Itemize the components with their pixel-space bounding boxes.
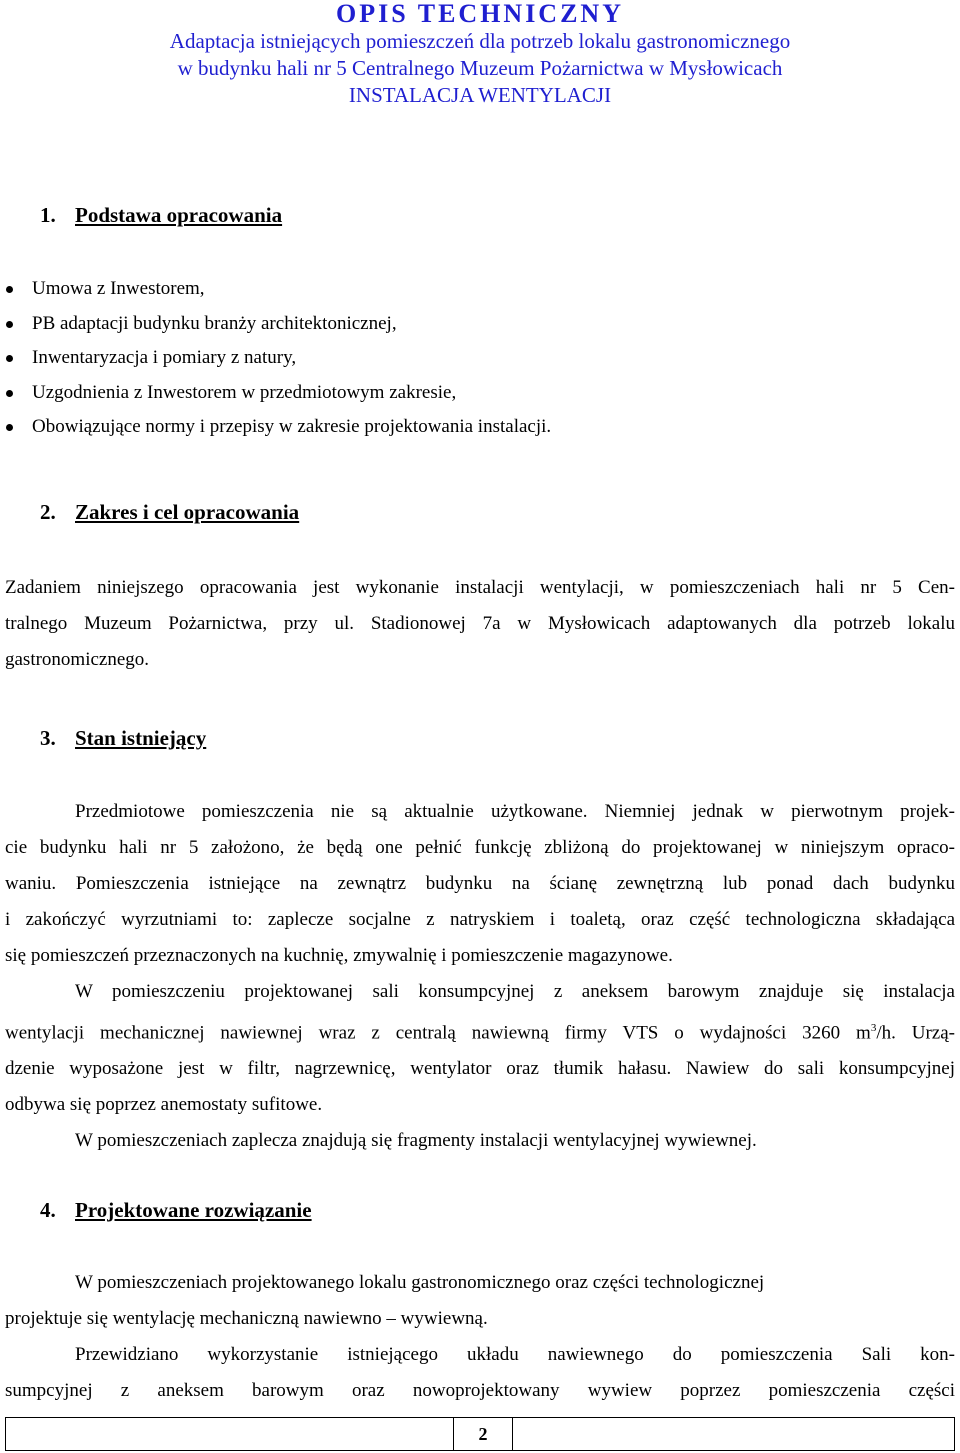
section-number: 1. xyxy=(40,203,56,227)
list-item: Inwentaryzacja i pomiary z natury, xyxy=(0,341,960,376)
bullet-icon xyxy=(6,355,13,362)
section-number: 2. xyxy=(40,500,56,524)
page-number: 2 xyxy=(453,1417,513,1451)
section-title: Projektowane rozwiązanie xyxy=(75,1198,312,1222)
designed-solution-text: W pomieszczeniach projektowanego lokalu gastronomicznego oraz części technologicznej projektuje się wentylację mechaniczną nawiewno – wywiewną. Przewidziano wykorzystanie istniejącego układu nawiewnego do pomieszczenia Sali kon- sumpcyjnej z aneksem barowym oraz nowoprojektowany wywiew poprzez pomieszczenia części xyxy=(5,1272,955,1401)
section-number: 4. xyxy=(40,1198,56,1222)
list-item: Umowa z Inwestorem, xyxy=(0,272,960,307)
subtitle-line-1: Adaptacja istniejących pomieszczeń dla potrzeb lokalu gastronomicznego xyxy=(169,29,791,53)
section-2-heading xyxy=(40,500,299,525)
list-item: PB adaptacji budynku branży architektonicznej, xyxy=(0,307,960,342)
page-footer xyxy=(5,1417,955,1451)
subtitle-line-2: w budynku hali nr 5 Centralnego Muzeum Pożarnictwa w Mysłowicach xyxy=(177,56,783,80)
section-4-heading xyxy=(40,1198,312,1223)
basis-list xyxy=(0,272,960,445)
section-number: 3. xyxy=(40,726,56,750)
section-3-heading xyxy=(40,726,206,751)
section-title: Stan istniejący xyxy=(75,726,207,750)
existing-state-text: Przedmiotowe pomieszczenia nie są aktualnie użytkowane. Niemniej jednak w pierwotnym projek- cie budynku hali nr 5 założono, że będą one pełnić funkcję zbliżoną do projektowanej w niniejszym opraco- waniu. Pomieszczenia istniejące na zewnątrz budynku na ścianę zewnętrzną lub ponad dach budynku i zakończyć wyrzutniami to: zaplecze socjalne z natryskiem i toaletą, oraz część technologiczna składająca się pomieszczeń przeznaczonych na kuchnię, zmywalnię i pomieszczenie magazynowe. W pomieszczeniu projektowanej sali konsumpcyjnej z aneksem barowym znajduje się instalacja wentylacji mechanicznej nawiewnej wraz z centralą nawiewną firmy VTS o wydajności 3260 $m^3/h$. Urzą- dzenie wyposażone jest w filtr, nagrzewnicę, wentylator oraz tłumik hałasu. Nawiew do sali konsumpcyjnej odbywa się poprzez anemostaty sufitowe. W pomieszczeniach zaplecza znajdują się fragmenty instalacji wentylacyjnej wywiewnej. xyxy=(5,801,955,1152)
section-title: Podstawa opracowania xyxy=(75,203,283,227)
bullet-icon xyxy=(6,286,13,293)
document-title: OPIS TECHNICZNY xyxy=(336,0,624,28)
section-1-heading xyxy=(40,203,282,228)
subtitle-line-3: INSTALACJA WENTYLACJI xyxy=(348,83,612,107)
section-title: Zakres i cel opracowania xyxy=(75,500,300,524)
list-item: Obowiązujące normy i przepisy w zakresie projektowania instalacji. xyxy=(0,410,960,445)
document-header xyxy=(0,0,960,109)
bullet-icon xyxy=(6,390,13,397)
bullet-icon xyxy=(6,321,13,328)
bullet-icon xyxy=(6,424,13,431)
scope-paragraph: Zadaniem niniejszego opracowania jest wykonanie instalacji wentylacji, w pomieszczeniach hali nr 5 Cen- tralnego Muzeum Pożarnictwa, przy ul. Stadionowej 7a w Mysłowicach adaptowanych dla potrzeb lokalu gastronomicznego. xyxy=(5,577,955,670)
list-item: Uzgodnienia z Inwestorem w przedmiotowym zakresie, xyxy=(0,376,960,411)
